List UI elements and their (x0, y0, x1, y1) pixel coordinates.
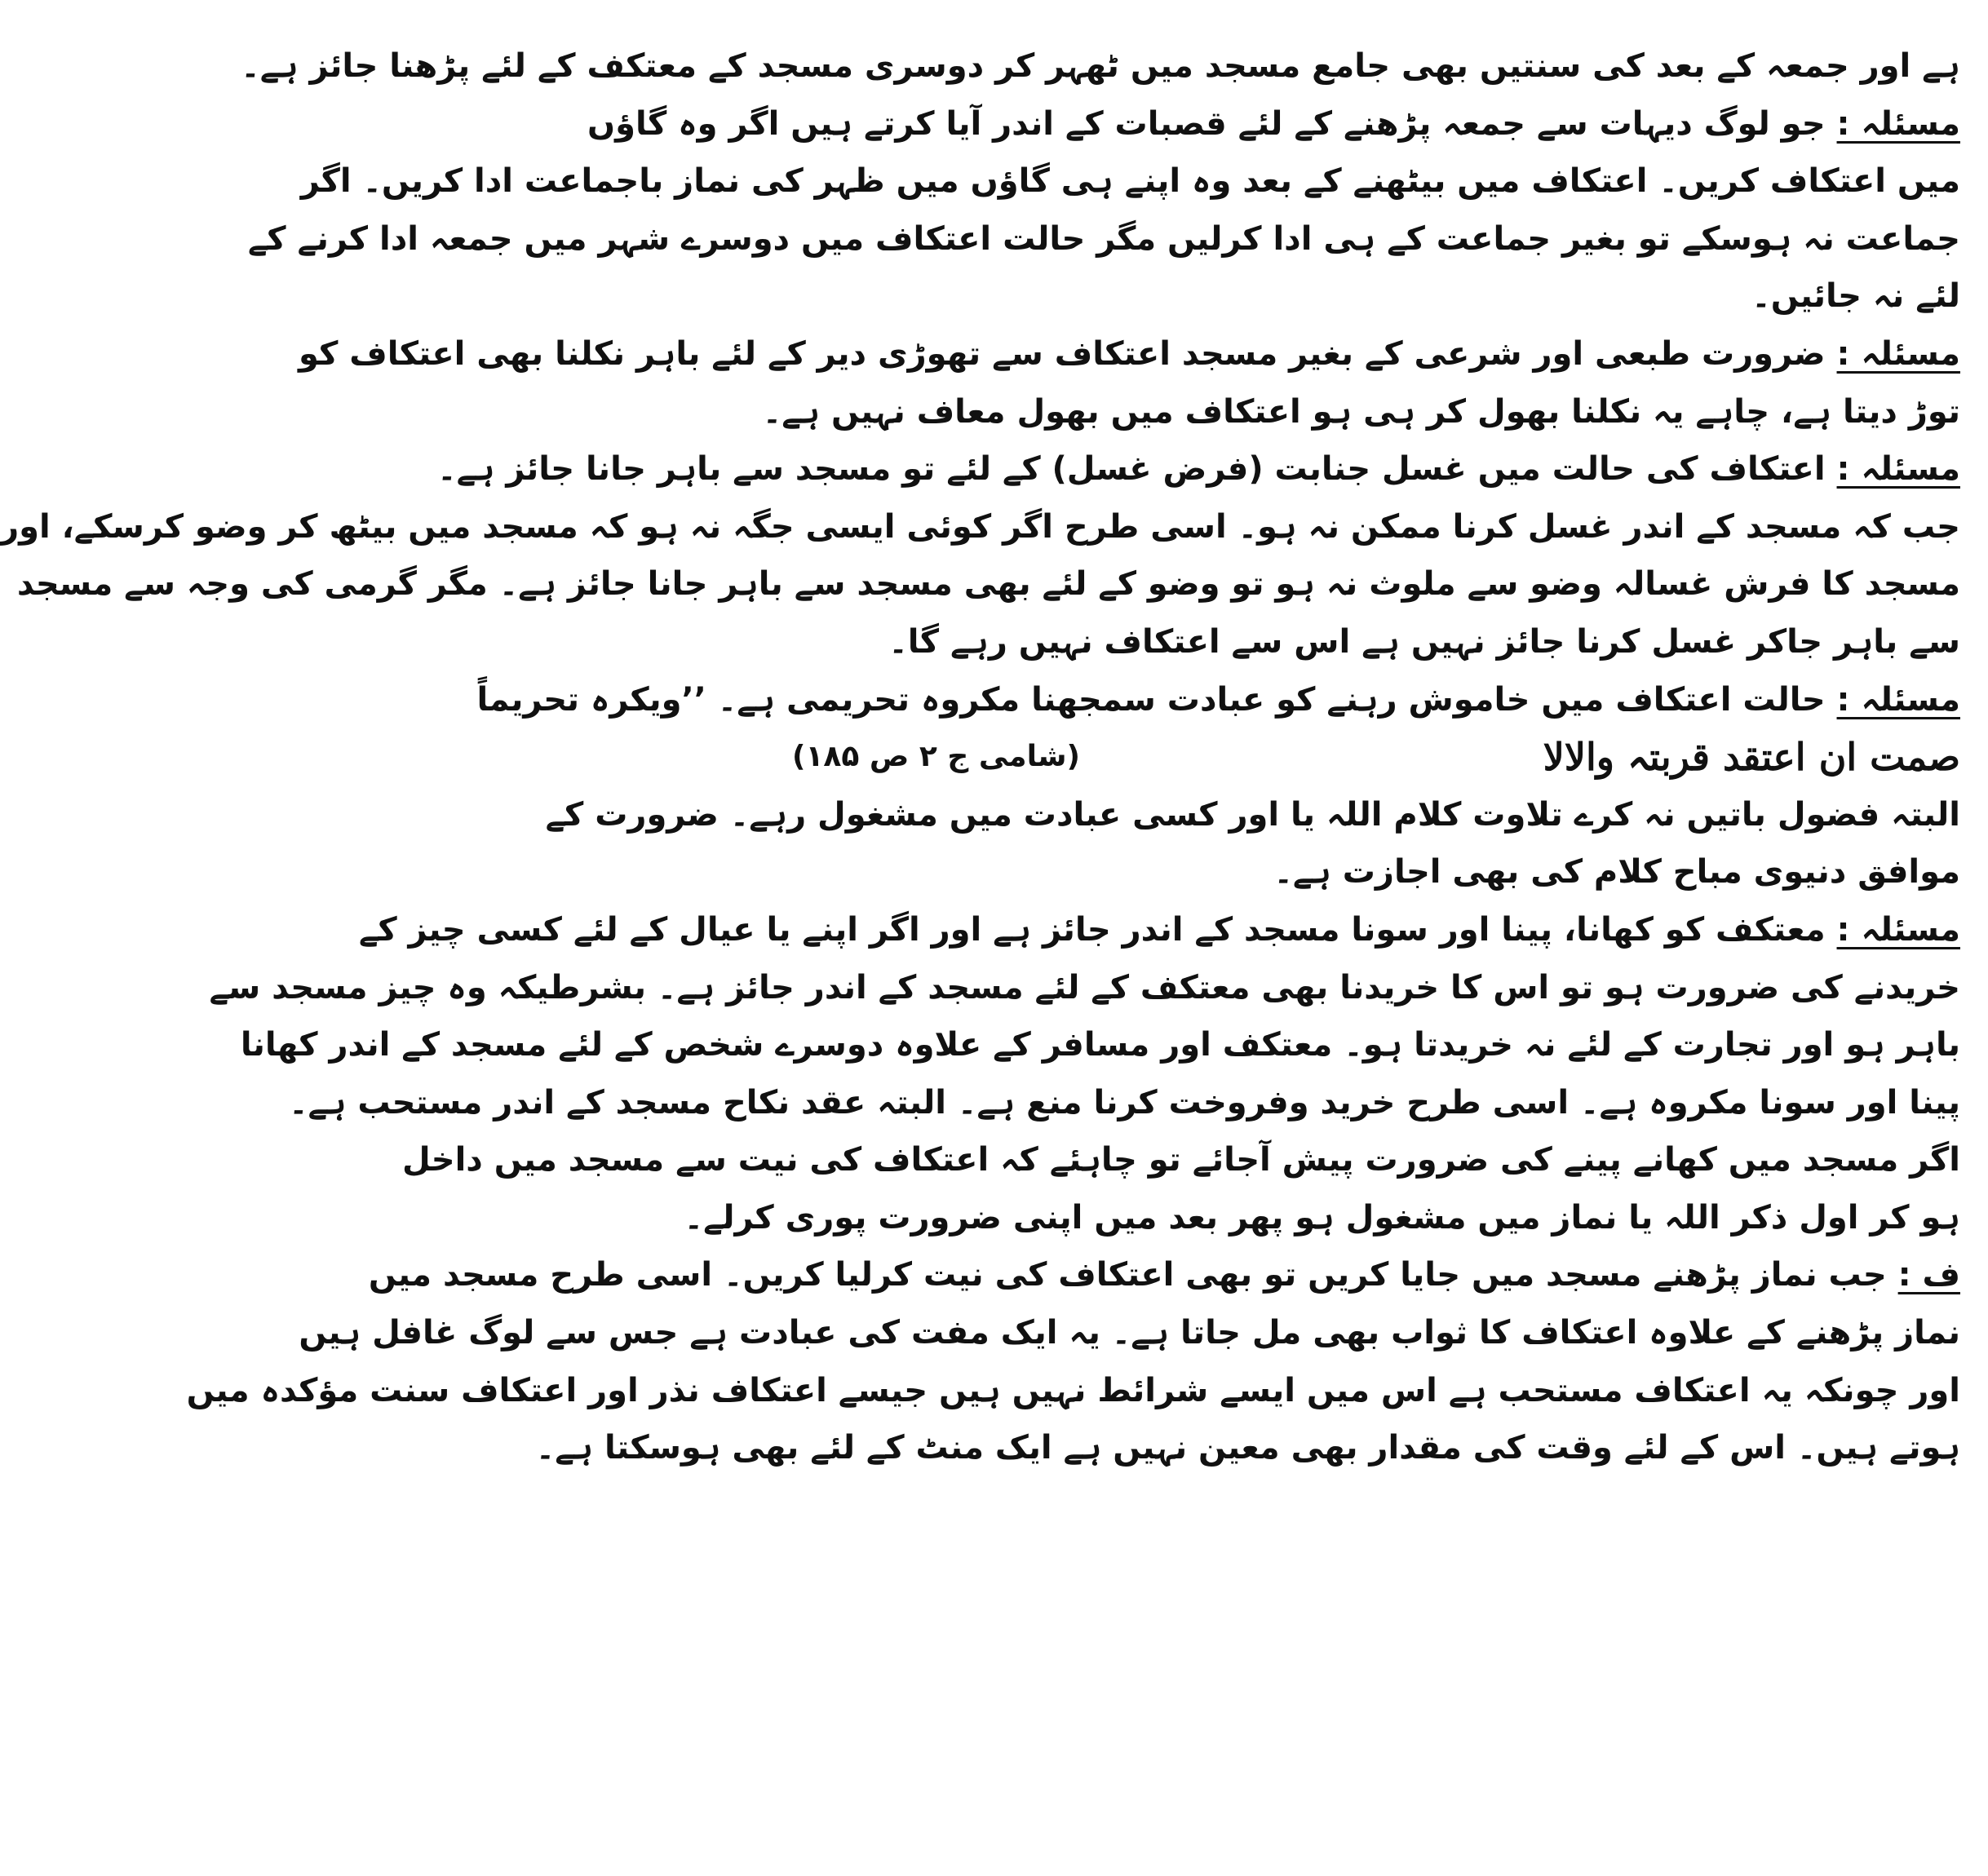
issue-label: مسئلہ : (1836, 910, 1960, 949)
text-line (186, 1362, 1960, 1420)
line-text: لئے نہ جائیں۔ (1751, 277, 1960, 316)
text-line (792, 613, 1960, 671)
line-text: نماز پڑھنے کے علاوہ اعتکاف کا ثواب بھی مل جاتا ہے۔ یہ ایک مفت کی عبادت ہے جس سے لوگ غافل ہیں (299, 1314, 1960, 1352)
issue-label: ف : (1897, 1256, 1960, 1294)
text-line (240, 1016, 1960, 1074)
line-text: ضرورت طبعی اور شرعی کے بغیر مسجد اعتکاف سے تھوڑی دیر کے لئے باہر نکلنا بھی اعتکاف کو (299, 334, 1837, 373)
quote-line (792, 728, 1960, 786)
line-text: توڑ دیتا ہے، چاہے یہ نکلنا بھول کر ہی ہو اعتکاف میں بھول معاف نہیں ہے۔ (762, 392, 1960, 431)
text-line (545, 786, 1960, 844)
arabic-quote: صمت ان اعتقد قربتہ والالا (1543, 735, 1960, 780)
line-text: جماعت نہ ہوسکے تو بغیر جماعت کے ہی ادا کرلیں مگر حالت اعتکاف میں دوسرے شہر میں جمعہ ادا کرنے کے (247, 219, 1960, 258)
line-text: مسجد کا فرش غسالہ وضو سے ملوث نہ ہو تو وضو کے لئے بھی مسجد سے باہر جانا جائز ہے۔ مگر گرمی کی وجہ سے مسجد (16, 565, 1960, 604)
text-block-lower (186, 786, 1960, 1477)
line-text: ہے اور جمعہ کے بعد کی سنتیں بھی جامع مسجد میں ٹھہر کر دوسری مسجد کے معتکف کے لئے پڑھنا جائز ہے۔ (241, 47, 1960, 85)
issue-label: مسئلہ : (1836, 680, 1960, 719)
line-text: معتکف کو کھانا، پینا اور سونا مسجد کے اندر جائز ہے اور اگر اپنے یا عیال کے لئے کسی چیز کے (358, 910, 1837, 949)
text-line (437, 440, 1960, 498)
text-line (209, 959, 1960, 1017)
text-line (241, 38, 1960, 95)
text-line (402, 1131, 1960, 1189)
text-line (792, 268, 1960, 325)
line-text: اعتکاف کی حالت میں غسل جنابت (فرض غسل) کے لئے تو مسجد سے باہر جانا جائز ہے۔ (437, 450, 1837, 489)
line-text: خریدنے کی ضرورت ہو تو اس کا خریدنا بھی معتکف کے لئے مسجد کے اندر جائز ہے۔ بشرطیکہ وہ چیز مسجد سے (209, 968, 1960, 1007)
text-line (368, 1246, 1960, 1304)
line-text: پینا اور سونا مکروہ ہے۔ اسی طرح خرید وفروخت کرنا منع ہے۔ البتہ عقد نکاح مسجد کے اندر مستحب ہے۔ (289, 1083, 1960, 1122)
line-text: جو لوگ دیہات سے جمعہ پڑھنے کے لئے قصبات کے اندر آیا کرتے ہیں اگر وہ گاؤں (587, 104, 1837, 143)
text-line (762, 383, 1960, 441)
text-line (299, 325, 1960, 383)
line-text: باہر ہو اور تجارت کے لئے نہ خریدتا ہو۔ معتکف اور مسافر کے علاوہ دوسرے شخص کے لئے مسجد کے اندر کھانا (240, 1026, 1960, 1064)
issue-label: مسئلہ : (1836, 334, 1960, 373)
text-line (792, 843, 1960, 901)
text-line (299, 1304, 1960, 1362)
line-text: ہوتے ہیں۔ اس کے لئے وقت کی مقدار بھی معین نہیں ہے ایک منٹ کے لئے بھی ہوسکتا ہے۔ (535, 1429, 1960, 1467)
text-line (535, 1419, 1960, 1477)
text-line (684, 1189, 1960, 1247)
text-line (476, 671, 1960, 729)
issue-label: مسئلہ : (1836, 450, 1960, 489)
text-line (289, 1074, 1960, 1132)
text-line (0, 498, 1960, 556)
line-text: البتہ فضول باتیں نہ کرے تلاوت کلام اللہ یا اور کسی عبادت میں مشغول رہے۔ ضرورت کے (545, 795, 1960, 834)
text-line (300, 153, 1960, 210)
line-text: موافق دنیوی مباح کلام کی بھی اجازت ہے۔ (1273, 853, 1960, 892)
line-text: میں اعتکاف کریں۔ اعتکاف میں بیٹھنے کے بعد وہ اپنے ہی گاؤں میں ظہر کی نماز باجماعت ادا کریں۔ اگر (300, 162, 1960, 201)
text-line (358, 901, 1960, 959)
line-text: اگر مسجد میں کھانے پینے کی ضرورت پیش آجائے تو چاہئے کہ اعتکاف کی نیت سے مسجد میں داخل (402, 1141, 1960, 1179)
line-text: جب کہ مسجد کے اندر غسل کرنا ممکن نہ ہو۔ اسی طرح اگر کوئی ایسی جگہ نہ ہو کہ مسجد میں بیٹھ کر وضو کرسکے، اور (0, 507, 1960, 546)
text-line (247, 210, 1960, 268)
line-text: حالت اعتکاف میں خاموش رہنے کو عبادت سمجھنا مکروہ تحریمی ہے۔ ’’ویکرہ تحریماً (476, 680, 1837, 719)
issue-label: مسئلہ : (1836, 104, 1960, 143)
document-body (0, 38, 1960, 1477)
line-text: ہو کر اول ذکر اللہ یا نماز میں مشغول ہو پھر بعد میں اپنی ضرورت پوری کرلے۔ (684, 1198, 1960, 1237)
line-text: سے باہر جاکر غسل کرنا جائز نہیں ہے اس سے اعتکاف نہیں رہے گا۔ (888, 622, 1960, 661)
line-text: جب نماز پڑھنے مسجد میں جایا کریں تو بھی اعتکاف کی نیت کرلیا کریں۔ اسی طرح مسجد میں (368, 1256, 1898, 1294)
reference-citation: (شامی ج ۲ ص ۱۸۵) (792, 740, 1080, 774)
line-text: اور چونکہ یہ اعتکاف مستحب ہے اس میں ایسے شرائط نہیں ہیں جیسے اعتکاف نذر اور اعتکاف سنت مؤکدہ میں (186, 1371, 1960, 1409)
text-block-upper (0, 38, 1960, 728)
text-line (16, 555, 1960, 613)
text-line (587, 95, 1960, 153)
